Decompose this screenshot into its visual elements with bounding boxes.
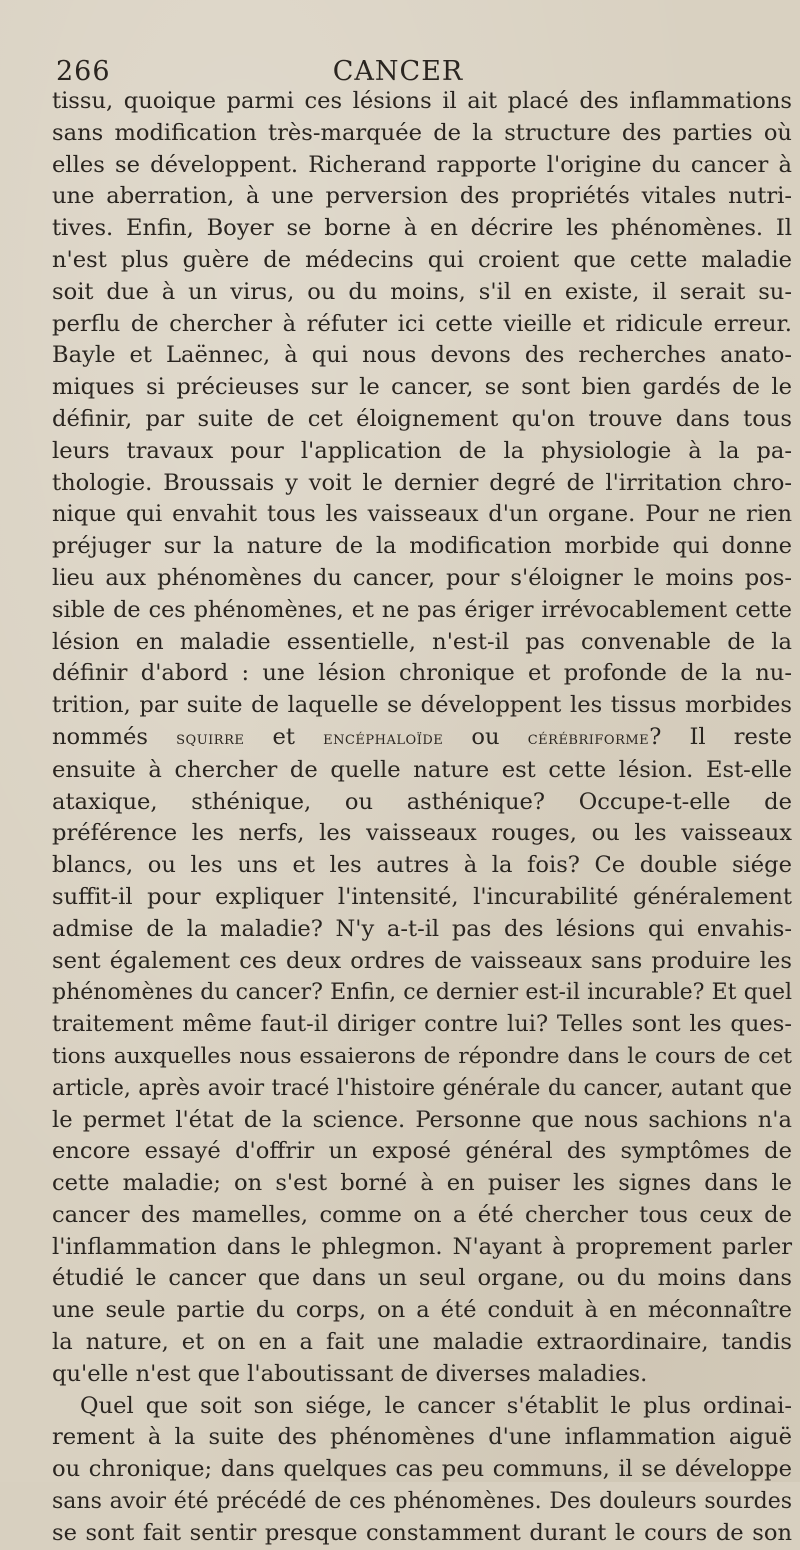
text-line: définir d'abord : une lésion chronique et profonde de la nu- bbox=[52, 660, 792, 687]
line-text: ou bbox=[443, 723, 528, 750]
term-encephaloide: encéphaloïde bbox=[323, 727, 444, 749]
text-line-small-caps bbox=[52, 722, 792, 755]
text-line: préférence les nerfs, les vaisseaux rouges, ou les vaisseaux bbox=[52, 820, 792, 847]
text-line: perflu de chercher à réfuter ici cette vieille et ridicule erreur. bbox=[52, 310, 792, 337]
text-line: sans modification très-marquée de la structure des parties où bbox=[52, 119, 792, 146]
body-text bbox=[52, 86, 792, 1550]
text-line: se sont fait sentir presque constamment durant le cours de son bbox=[52, 1519, 792, 1546]
text-line: lésion en maladie essentielle, n'est-il pas convenable de la bbox=[52, 628, 792, 655]
text-line: blancs, ou les uns et les autres à la fois? Ce double siége bbox=[52, 852, 792, 879]
running-title: CANCER bbox=[332, 56, 464, 87]
text-line: tives. Enfin, Boyer se borne à en décrire les phénomènes. Il bbox=[52, 215, 792, 242]
text-line: la nature, et on en a fait une maladie extraordinaire, tandis bbox=[52, 1329, 792, 1356]
text-line: miques si précieuses sur le cancer, se sont bien gardés de le bbox=[52, 374, 792, 401]
text-line: étudié le cancer que dans un seul organe, ou du moins dans bbox=[52, 1265, 792, 1292]
line-text: ? Il reste bbox=[649, 723, 792, 750]
text-line: définir, par suite de cet éloignement qu'on trouve dans tous bbox=[52, 405, 792, 432]
text-line: sible de ces phénomènes, et ne pas ériger irrévocablement cette bbox=[52, 596, 792, 623]
text-line: suffit-il pour expliquer l'intensité, l'incurabilité généralement bbox=[52, 883, 792, 910]
text-line: thologie. Broussais y voit le dernier degré de l'irritation chro- bbox=[52, 469, 792, 496]
text-line: ensuite à chercher de quelle nature est cette lésion. Est-elle bbox=[52, 756, 792, 783]
line-text: et bbox=[244, 723, 324, 750]
text-line: n'est plus guère de médecins qui croient que cette maladie bbox=[52, 246, 792, 273]
text-line: une aberration, à une perversion des propriétés vitales nutri- bbox=[52, 183, 792, 210]
text-line: phénomènes du cancer? Enfin, ce dernier est-il incurable? Et quel bbox=[52, 980, 792, 1006]
text-line: sent également ces deux ordres de vaisseaux sans produire les bbox=[52, 947, 792, 974]
page-number: 266 bbox=[56, 56, 111, 87]
term-cerebriforme: cérébriforme bbox=[527, 727, 650, 749]
text-line: une seule partie du corps, on a été conduit à en méconnaître bbox=[52, 1297, 792, 1324]
text-line: lieu aux phénomènes du cancer, pour s'éloigner le moins pos- bbox=[52, 564, 792, 591]
line-text: nommés bbox=[52, 723, 177, 750]
text-line: leurs travaux pour l'application de la physiologie à la pa- bbox=[52, 437, 792, 464]
paragraph-start-line: Quel que soit son siége, le cancer s'établit le plus ordinai- bbox=[80, 1392, 792, 1419]
text-line: rement à la suite des phénomènes d'une inflammation aiguë bbox=[52, 1424, 792, 1451]
text-line: cette maladie; on s'est borné à en puiser les signes dans le bbox=[52, 1170, 792, 1197]
text-line: ataxique, sthénique, ou asthénique? Occupe-t-elle de bbox=[52, 788, 792, 815]
text-line: soit due à un virus, ou du moins, s'il en existe, il serait su- bbox=[52, 278, 792, 305]
text-line: admise de la maladie? N'y a-t-il pas des lésions qui envahis- bbox=[52, 915, 792, 942]
text-line: sans avoir été précédé de ces phénomènes. Des douleurs sourdes bbox=[52, 1489, 792, 1515]
text-line: nique qui envahit tous les vaisseaux d'un organe. Pour ne rien bbox=[52, 501, 792, 528]
paragraph-end-line: qu'elle n'est que l'aboutissant de diverses maladies. bbox=[52, 1360, 648, 1387]
text-line: ou chronique; dans quelques cas peu communs, il se développe bbox=[52, 1456, 792, 1483]
term-squirre: squirre bbox=[176, 727, 245, 749]
text-line: elles se développent. Richerand rapporte l'origine du cancer à bbox=[52, 151, 792, 178]
page-header bbox=[56, 56, 740, 90]
text-line: article, après avoir tracé l'histoire générale du cancer, autant que bbox=[52, 1075, 792, 1101]
text-line: trition, par suite de laquelle se développent les tissus morbides bbox=[52, 692, 792, 719]
text-line: Bayle et Laënnec, à qui nous devons des recherches anato- bbox=[52, 342, 792, 369]
text-line: encore essayé d'offrir un exposé général des symptômes de bbox=[52, 1138, 792, 1165]
text-line: tions auxquelles nous essaierons de répondre dans le cours de cet bbox=[52, 1043, 792, 1069]
text-line: préjuger sur la nature de la modification morbide qui donne bbox=[52, 533, 792, 560]
text-line: tissu, quoique parmi ces lésions il ait placé des inflammations bbox=[52, 88, 792, 114]
text-line: l'inflammation dans le phlegmon. N'ayant à proprement parler bbox=[52, 1233, 792, 1260]
text-line: traitement même faut-il diriger contre lui? Telles sont les ques- bbox=[52, 1011, 792, 1038]
text-line: le permet l'état de la science. Personne que nous sachions n'a bbox=[52, 1106, 792, 1133]
text-line: cancer des mamelles, comme on a été chercher tous ceux de bbox=[52, 1201, 792, 1228]
